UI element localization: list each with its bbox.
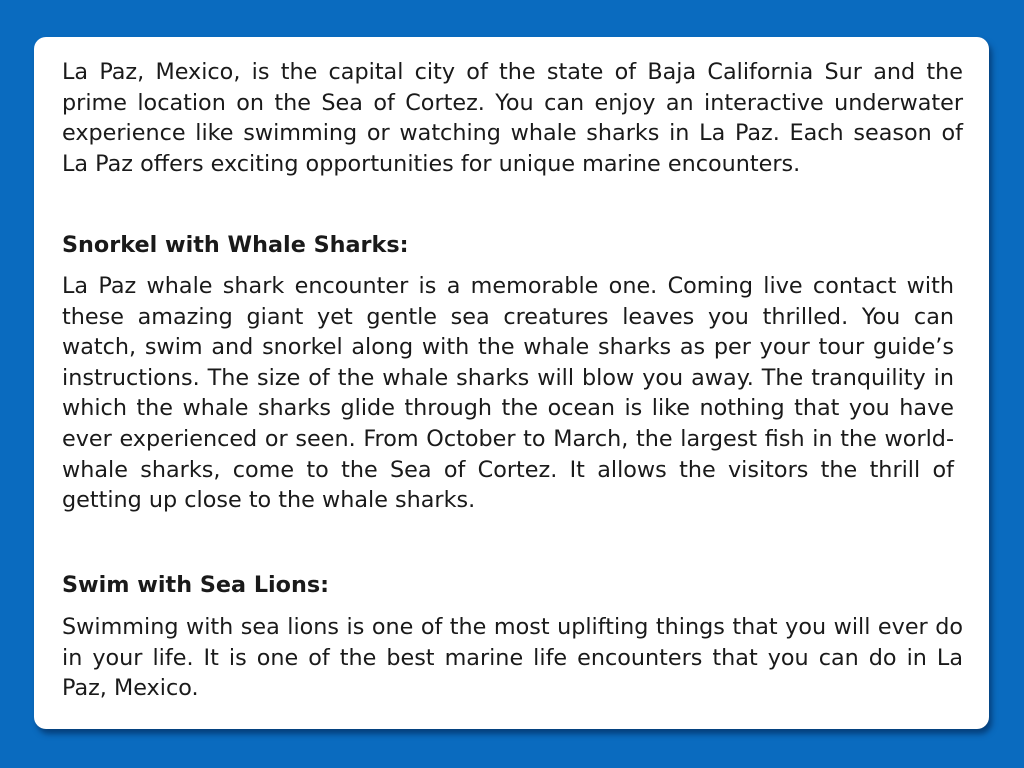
- content-card: [34, 37, 989, 729]
- intro-paragraph: La Paz, Mexico, is the capital city of the state of Baja California Sur and the prime location on the Sea of Cortez. You can enjoy an interactive underwater experience like swimming or watching whale sharks in La Paz. Each season of La Paz offers exciting opportunities for unique marine encounters.: [62, 59, 963, 177]
- section-heading-whale-sharks: Snorkel with Whale Sharks:: [62, 232, 409, 258]
- section-body-whale-sharks: La Paz whale shark encounter is a memorable one. Coming live contact with these amazing giant yet gentle sea creatures leaves you thrilled. You can watch, swim and snorkel along with the whale sharks as per your tour guide’s instructions. The size of the whale sharks will blow you away. The tranquility in which the whale sharks glide through the ocean is like nothing that you have ever experienced or seen. From October to March, the largest fish in the world- whale sharks, come to the Sea of Cortez. It allows the visitors the thrill of getting up close to the whale sharks.: [62, 273, 954, 514]
- section-body-sea-lions: Swimming with sea lions is one of the most uplifting things that you will ever do in your life. It is one of the best marine life encounters that you can do in La Paz, Mexico.: [62, 614, 963, 702]
- section-heading-sea-lions: Swim with Sea Lions:: [62, 572, 330, 598]
